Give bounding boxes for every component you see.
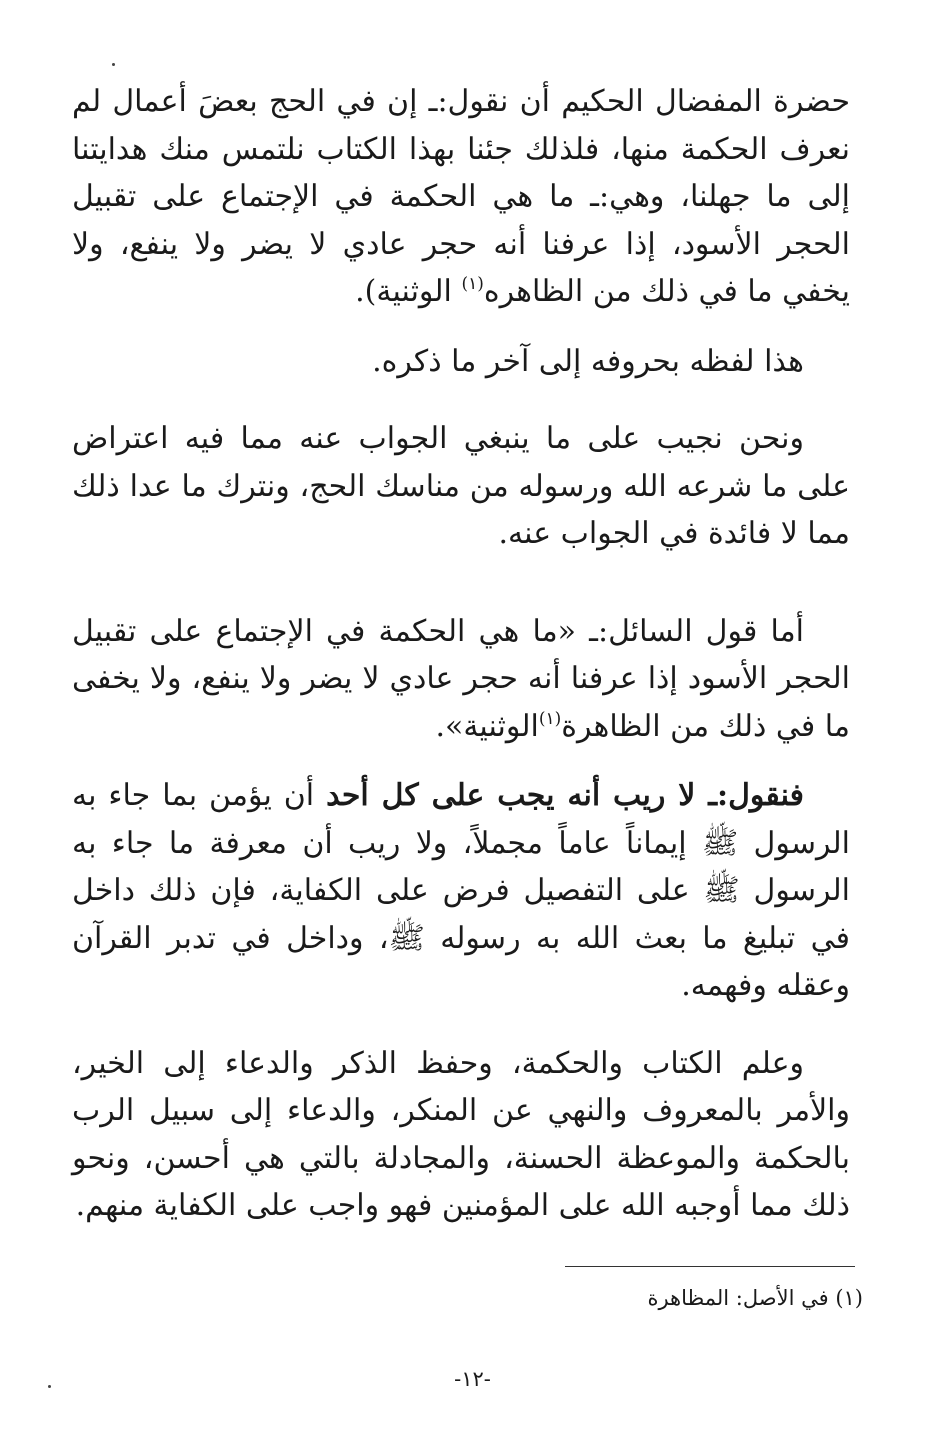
paragraph-questioner-quote: [72, 608, 850, 751]
page-body: [72, 78, 850, 1230]
footnote: (١) في الأصل: المظاهرة: [647, 1286, 863, 1310]
paragraph-answer: [72, 772, 850, 1010]
paragraph-knowledge: وعلم الكتاب والحكمة، وحفظ الذكر والدعاء إلى الخير، والأمر بالمعروف والنهي عن المنكر، والدعاء إلى سبيل الرب بالحكمة والموعظة الحسنة، والمجادلة بالتي هي أحسن، ونحو ذلك مما أوجبه الله على المؤمنين فهو واجب على الكفاية منهم.: [72, 1045, 850, 1223]
paragraph-questioner-quote-end: الوثنية».: [435, 708, 539, 744]
scan-speck: [112, 63, 115, 66]
paragraph-question-end: الوثنية).: [355, 274, 462, 309]
paragraph-answer-text: أن يؤمن بما جاء به الرسول ﷺ إيماناً عاماً مجملاً، ولا ريب أن معرفة ما جاء به الرسول ﷺ على التفصيل فرض على الكفاية، فإن ذلك داخل في تبليغ ما بعث الله به رسوله ﷺ، وداخل في تدبر القرآن وعقله وفهمه.: [72, 778, 850, 1003]
paragraph-questioner-quote-text: أما قول السائل:ـ «ما هي الحكمة في الإجتماع على تقبيل الحجر الأسود إذا عرفنا أنه حجر عادي لا يضر ولا ينفع، ولا يخفى ما في ذلك من الظاهرة: [72, 613, 850, 744]
footnote-marker: (١): [538, 708, 562, 729]
paragraph-answer-intro: ونحن نجيب على ما ينبغي الجواب عنه مما فيه اعتراض على ما شرعه الله ورسوله من مناسك الحج، ونترك ما عدا ذلك مما لا فائدة في الجواب عنه.: [72, 421, 850, 551]
footnote-marker: (١): [461, 274, 484, 294]
paragraph-question: [72, 78, 850, 316]
paragraph-question-text: حضرة المفضال الحكيم أن نقول:ـ إن في الحج بعضَ أعمال لم نعرف الحكمة منها، فلذلك جئنا بهذا الكتاب نلتمس منك هدايتنا إلى ما جهلنا، وهي:ـ ما هي الحكمة في الإجتماع على تقبيل الحجر الأسود، إذا عرفنا أنه حجر عادي لا يضر ولا ينفع، ولا يخفي ما في ذلك من الظاهره: [72, 84, 850, 309]
paragraph-quote-note: هذا لفظه بحروفه إلى آخر ما ذكره.: [372, 343, 804, 379]
footnote-divider: [565, 1266, 855, 1267]
scan-speck: [48, 1385, 51, 1388]
paragraph-answer-lead: فنقول:ـ لا ريب أنه يجب على كل أحد: [326, 778, 804, 813]
page-number: -١٢-: [454, 1367, 491, 1391]
